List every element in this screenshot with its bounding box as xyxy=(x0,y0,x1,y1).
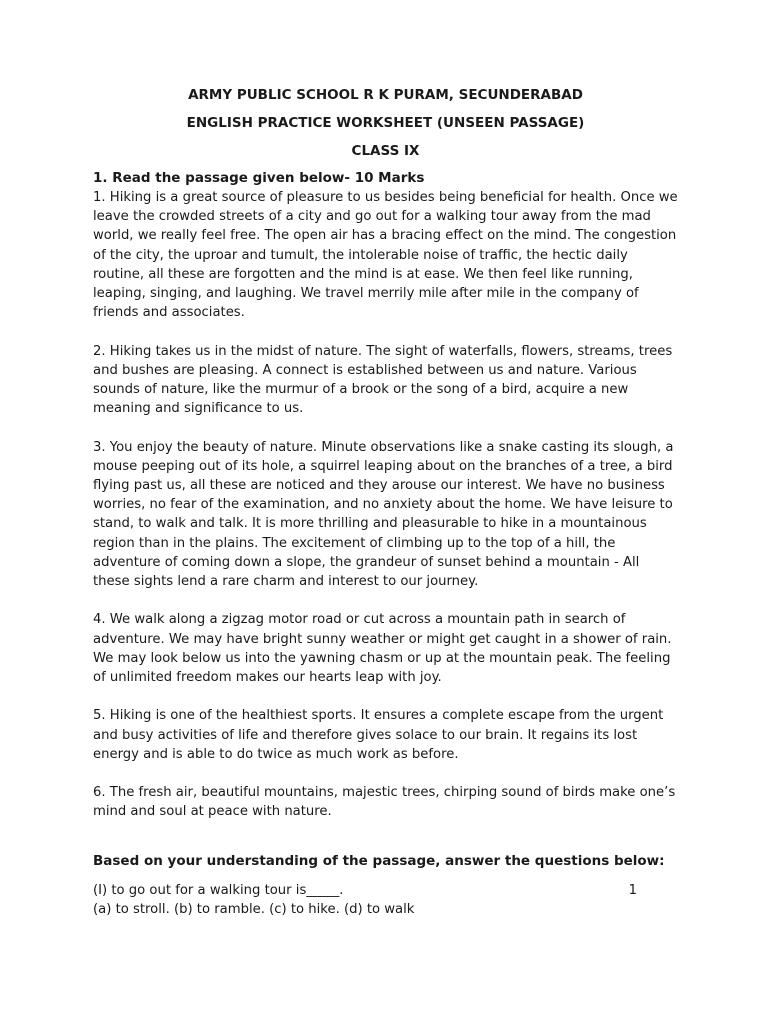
question-options: (a) to stroll. (b) to ramble. (c) to hike. (d) to walk xyxy=(93,901,415,917)
questions-title: Based on your understanding of the passage, answer the questions below: xyxy=(93,852,665,869)
paragraph-6: 6. The fresh air, beautiful mountains, majestic trees, chirping sound of birds make one’s mind and soul at peace with nature. xyxy=(93,785,676,820)
question-text: (I) to go out for a walking tour is_____. xyxy=(93,882,344,898)
worksheet-title: ENGLISH PRACTICE WORKSHEET (UNSEEN PASSAGE) xyxy=(186,115,585,131)
question-1 xyxy=(93,881,678,900)
paragraph-1: 1. Hiking is a great source of pleasure to us besides being beneficial for health. Once we leave the crowded streets of a city and go out for a walking tour away from the mad world, we really feel free. The open air has a bracing effect on the mind. The congestion of the city, the uproar and tumult, the intolerable noise of traffic, the hectic daily routine, all these are forgotten and the mind is at ease. We then feel like running, leaping, singing, and laughing. We travel merrily mile after mile in the company of friends and associates. xyxy=(93,190,678,321)
paragraph-4: 4. We walk along a zigzag motor road or cut across a mountain path in search of adventure. We may have bright sunny weather or might get caught in a shower of rain. We may look below us into the yawning chasm or up at the mountain peak. The feeling of unlimited freedom makes our hearts leap with joy. xyxy=(93,612,672,686)
paragraph-2: 2. Hiking takes us in the midst of nature. The sight of waterfalls, flowers, streams, trees and bushes are pleasing. A connect is established between us and nature. Various sounds of nature, like the murmur of a brook or the song of a bird, acquire a new meaning and significance to us. xyxy=(93,343,673,417)
school-name: ARMY PUBLIC SCHOOL R K PURAM, SECUNDERABAD xyxy=(188,87,583,103)
paragraph-3: 3. You enjoy the beauty of nature. Minute observations like a snake casting its slough, a mouse peeping out of its hole, a squirrel leaping about on the branches of a tree, a bird flying past us, all these are noticed and they arouse our interest. We have no business worries, no fear of the examination, and no anxiety about the home. We have leisure to stand, to walk and talk. It is more thrilling and pleasurable to hike in a mountainous region than in the plains. The excitement of climbing up to the top of a hill, the adventure of coming down a slope, the grandeur of sunset behind a mountain - All these sights lend a rare charm and interest to our journey. xyxy=(93,439,674,590)
paragraph-5: 5. Hiking is one of the healthiest sports. It ensures a complete escape from the urgent and busy activities of life and therefore gives solace to our brain. It regains its lost energy and is able to do twice as much work as before. xyxy=(93,708,664,762)
section-title: 1. Read the passage given below- 10 Marks xyxy=(93,170,425,186)
question-marks: 1 xyxy=(628,882,637,898)
class-label: CLASS IX xyxy=(351,143,420,159)
worksheet-page xyxy=(93,86,678,919)
